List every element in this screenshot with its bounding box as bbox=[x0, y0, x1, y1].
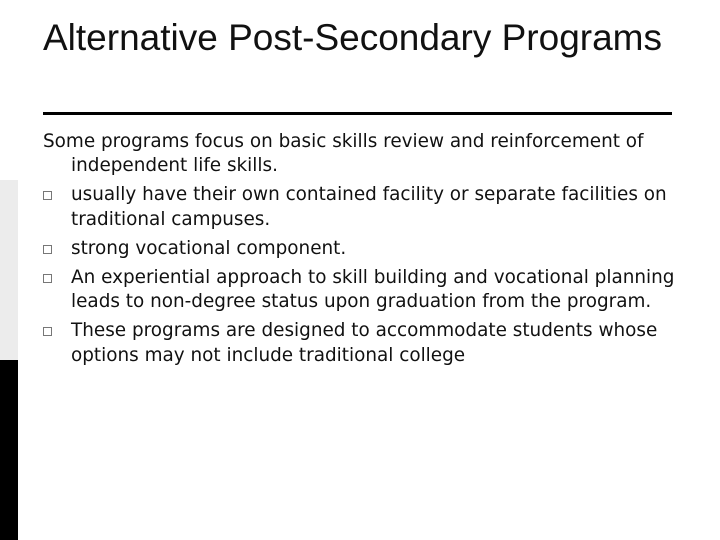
list-item bbox=[43, 319, 683, 368]
hollow-square-bullet-icon bbox=[43, 245, 52, 254]
slide-title: Alternative Post-Secondary Programs bbox=[43, 17, 662, 58]
hollow-square-bullet-icon bbox=[43, 191, 52, 200]
list-item-text: An experiential approach to skill building and vocational planning leads to non-degree status upon graduation from the program. bbox=[71, 266, 675, 313]
hollow-square-bullet-icon bbox=[43, 327, 52, 336]
list-item bbox=[43, 183, 683, 232]
title-underline bbox=[43, 112, 672, 115]
list-item-text: usually have their own contained facility or separate facilities on traditional campuses. bbox=[71, 184, 667, 230]
list-item-text: These programs are designed to accommodate students whose options may not include traditional college bbox=[71, 320, 658, 366]
slide-body bbox=[43, 130, 683, 368]
list-item bbox=[43, 266, 683, 315]
left-accent-bar-gray bbox=[0, 180, 18, 360]
list-item bbox=[43, 237, 683, 261]
left-accent-bar-black bbox=[0, 360, 18, 540]
intro-paragraph: Some programs focus on basic skills review and reinforcement of independent life skills. bbox=[43, 131, 644, 177]
list-item-text: strong vocational component. bbox=[71, 237, 347, 259]
hollow-square-bullet-icon bbox=[43, 274, 52, 283]
